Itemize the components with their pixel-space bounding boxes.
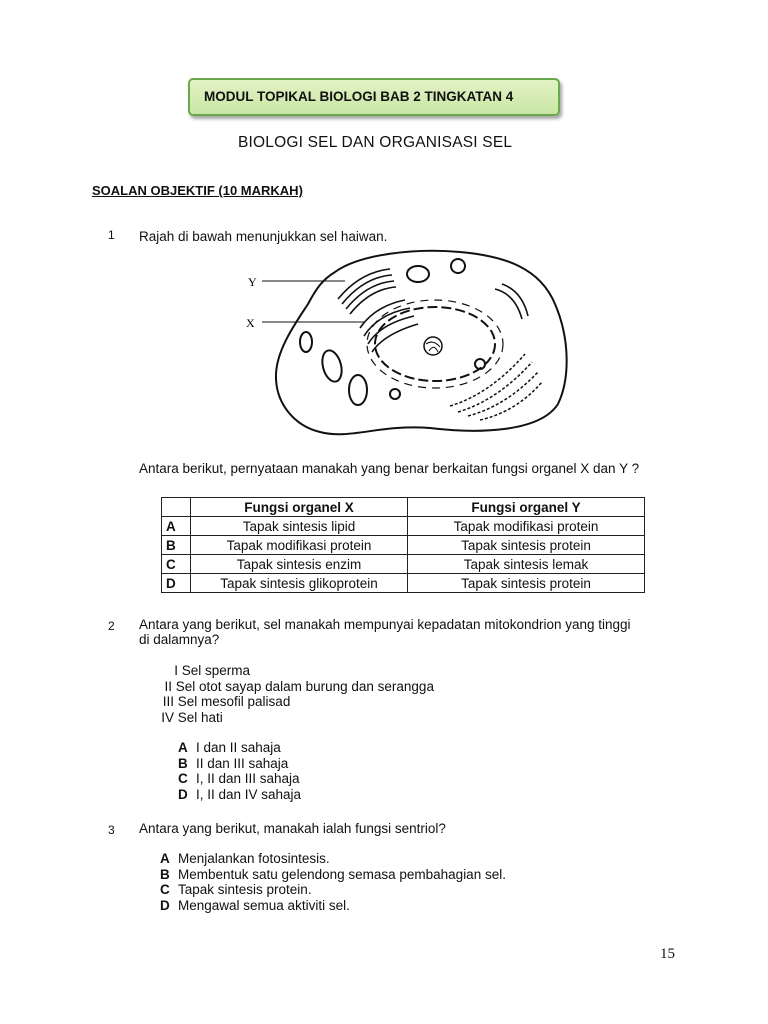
option-x: Tapak sintesis glikoprotein xyxy=(191,574,408,593)
vesicle xyxy=(390,389,400,399)
golgi-right xyxy=(495,284,528,319)
option-text: I, II dan IV sahaja xyxy=(196,786,302,802)
q1-options-table xyxy=(161,497,645,593)
option-y: Tapak modifikasi protein xyxy=(408,517,645,536)
q2-answer-options xyxy=(178,740,301,802)
option-text: I, II dan III sahaja xyxy=(196,771,300,786)
table-row xyxy=(162,555,645,574)
list-item xyxy=(156,663,456,679)
chapter-subtitle: BIOLOGI SEL DAN ORGANISASI SEL xyxy=(238,134,513,151)
list-item xyxy=(156,694,456,710)
roman-numeral: III xyxy=(162,694,174,709)
mitochondrion xyxy=(349,375,367,405)
page-number: 15 xyxy=(660,946,675,962)
list-item xyxy=(160,867,506,883)
option-y: Tapak sintesis lemak xyxy=(408,555,645,574)
golgi-apparatus xyxy=(338,269,396,314)
roman-numeral: II xyxy=(164,678,172,694)
list-item xyxy=(156,710,456,726)
list-item xyxy=(178,740,301,756)
q1-stem: Rajah di bawah menunjukkan sel haiwan. xyxy=(139,229,388,244)
table-header-row xyxy=(162,498,645,517)
statement-text: Sel hati xyxy=(177,709,223,725)
list-item xyxy=(160,882,506,898)
label-x: X xyxy=(246,316,255,330)
q2-number: 2 xyxy=(108,619,115,633)
list-item xyxy=(156,679,456,695)
q2-statement-list xyxy=(156,663,456,725)
animal-cell-diagram xyxy=(240,244,580,444)
option-letter: B xyxy=(160,866,170,882)
q1-question: Antara berikut, pernyataan manakah yang benar berkaitan fungsi organel X dan Y ? xyxy=(139,461,640,476)
table-header-x: Fungsi organel X xyxy=(191,498,408,517)
statement-text: Sel otot sayap dalam burung dan serangga xyxy=(175,678,434,694)
list-item xyxy=(178,787,301,803)
option-letter: C xyxy=(160,882,170,897)
option-letter: C xyxy=(162,555,191,574)
option-y: Tapak sintesis protein xyxy=(408,536,645,555)
q3-answer-options xyxy=(160,851,506,913)
module-title: MODUL TOPIKAL BIOLOGI BAB 2 TINGKATAN 4 xyxy=(204,89,514,104)
option-letter: B xyxy=(162,536,191,555)
option-x: Tapak sintesis enzim xyxy=(191,555,408,574)
option-text: Tapak sintesis protein. xyxy=(178,882,312,897)
option-text: Menjalankan fotosintesis. xyxy=(178,851,330,866)
list-item xyxy=(178,771,301,787)
list-item xyxy=(178,756,301,772)
option-letter: D xyxy=(160,897,170,913)
q1-number: 1 xyxy=(108,228,115,242)
table-header-blank xyxy=(162,498,191,517)
table-row xyxy=(162,574,645,593)
mitochondrion xyxy=(319,348,345,384)
option-text: Membentuk satu gelendong semasa pembahagian sel. xyxy=(178,866,506,882)
option-letter: D xyxy=(178,786,188,802)
module-title-banner xyxy=(188,78,560,116)
mitochondrion xyxy=(300,332,312,352)
option-x: Tapak sintesis lipid xyxy=(191,517,408,536)
q2-stem-line1: Antara yang berikut, sel manakah mempunyai kepadatan mitokondrion yang tinggi xyxy=(139,617,631,632)
option-letter: D xyxy=(162,574,191,593)
mitochondrion xyxy=(407,266,429,282)
option-text: II dan III sahaja xyxy=(196,755,289,771)
q3-stem: Antara yang berikut, manakah ialah fungsi sentriol? xyxy=(139,821,446,836)
option-letter: A xyxy=(178,740,188,755)
list-item xyxy=(160,898,506,914)
list-item xyxy=(160,851,506,867)
roman-numeral: IV xyxy=(161,709,174,725)
statement-text: Sel mesofil palisad xyxy=(177,694,291,709)
option-letter: A xyxy=(162,517,191,536)
q2-stem-line2: di dalamnya? xyxy=(139,632,220,647)
roman-numeral: I xyxy=(174,663,178,678)
nuclear-envelope xyxy=(375,307,495,381)
option-letter: C xyxy=(178,771,188,786)
option-letter: A xyxy=(160,851,170,866)
endoplasmic-reticulum xyxy=(360,300,418,352)
option-x: Tapak modifikasi protein xyxy=(191,536,408,555)
table-row xyxy=(162,517,645,536)
table-header-y: Fungsi organel Y xyxy=(408,498,645,517)
option-y: Tapak sintesis protein xyxy=(408,574,645,593)
option-text: Mengawal semua aktiviti sel. xyxy=(178,897,350,913)
section-title: SOALAN OBJEKTIF (10 MARKAH) xyxy=(92,183,303,198)
option-letter: B xyxy=(178,755,188,771)
table-row xyxy=(162,536,645,555)
vesicle xyxy=(451,259,465,273)
label-y: Y xyxy=(248,275,257,289)
option-text: I dan II sahaja xyxy=(196,740,281,755)
cell-membrane xyxy=(276,251,567,434)
statement-text: Sel sperma xyxy=(181,663,251,678)
q3-number: 3 xyxy=(108,823,115,837)
